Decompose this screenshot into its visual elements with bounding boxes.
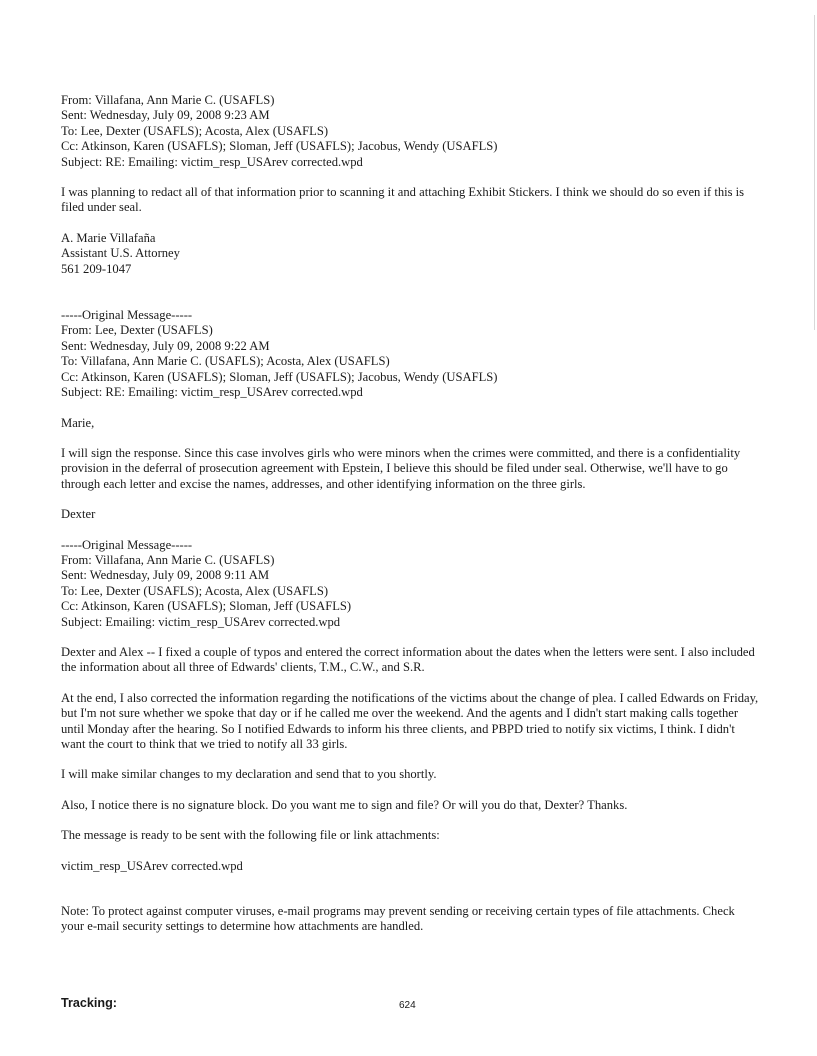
email-body-3-para-4: Also, I notice there is no signature block. Do you want me to sign and file? Or will you do that, Dexter? Thanks. [61,797,628,812]
subject-line: Subject: RE: Emailing: victim_resp_USArev corrected.wpd [61,154,363,169]
original-message-divider: -----Original Message----- [61,308,193,323]
from-line: From: Lee, Dexter (USAFLS) [61,323,213,338]
signature-title: Assistant U.S. Attorney [61,246,180,261]
signature-name: A. Marie Villafaña [61,230,156,245]
cc-line: Cc: Atkinson, Karen (USAFLS); Sloman, Jeff (USAFLS); Jacobus, Wendy (USAFLS) [61,139,498,154]
sign-off: Dexter [61,507,96,522]
sent-line: Sent: Wednesday, July 09, 2008 9:11 AM [61,568,270,583]
subject-line: Subject: Emailing: victim_resp_USArev corrected.wpd [61,614,341,629]
tracking-label: Tracking: [61,996,117,1010]
original-message-divider: -----Original Message----- [61,537,193,552]
cc-line: Cc: Atkinson, Karen (USAFLS); Sloman, Jeff (USAFLS); Jacobus, Wendy (USAFLS) [61,369,498,384]
scan-edge-line [814,15,815,330]
greeting: Marie, [61,415,95,430]
sent-line: Sent: Wednesday, July 09, 2008 9:22 AM [61,338,270,353]
email-body-2: I will sign the response. Since this case involves girls who were minors when the crimes were committed, and there is a confidentiality provision in the deferral of prosecution agreement with Epstein, I believe this should be filed under seal. Otherwise, we'll have to go through each letter and excise the names, addresses, and other identifying information on the three girls. [61,445,741,491]
to-line: To: Lee, Dexter (USAFLS); Acosta, Alex (USAFLS) [61,123,329,138]
email-body-3-para-3: I will make similar changes to my declaration and send that to you shortly. [61,767,437,782]
from-line: From: Villafana, Ann Marie C. (USAFLS) [61,552,275,567]
virus-note: Note: To protect against computer viruses, e-mail programs may prevent sending or receiving certain types of file attachments. Check your e-mail security settings to determine how attachments are handled. [61,904,735,934]
attachment-filename: victim_resp_USArev corrected.wpd [61,858,243,873]
email-body-3-para-2: At the end, I also corrected the information regarding the notifications of the victims about the change of plea. I called Edwards on Friday, but I'm not sure whether we spoke that day or if he called me over the weekend. And the agents and I didn't start making calls together until Monday after the hearing. So I notified Edwards to inform his three clients, and PBPD tried to notify six victims, I think. I didn't want the court to think that we tried to notify all 33 girls. [61,690,759,751]
signature-phone: 561 209-1047 [61,261,132,276]
email-header-3 [61,538,761,630]
signature-block [61,231,761,277]
email-body-1: I was planning to redact all of that information prior to scanning it and attaching Exhibit Stickers. I think we should do so even if this is filed under seal. [61,185,745,215]
email-body-3-para-1: Dexter and Alex -- I fixed a couple of typos and entered the correct information about the dates when the letters were sent. I also included the information about all three of Edwards' clients, T.M., C.W., and S.R. [61,644,755,675]
cc-line: Cc: Atkinson, Karen (USAFLS); Sloman, Jeff (USAFLS) [61,599,352,614]
subject-line: Subject: RE: Emailing: victim_resp_USArev corrected.wpd [61,385,363,400]
sent-line: Sent: Wednesday, July 09, 2008 9:23 AM [61,108,270,123]
email-header-2 [61,308,761,400]
email-header-1 [61,93,761,170]
email-body-3-para-5: The message is ready to be sent with the following file or link attachments: [61,828,440,843]
to-line: To: Lee, Dexter (USAFLS); Acosta, Alex (USAFLS) [61,583,329,598]
email-document [61,93,761,935]
to-line: To: Villafana, Ann Marie C. (USAFLS); Acosta, Alex (USAFLS) [61,354,390,369]
page-number: 624 [399,1000,416,1011]
from-line: From: Villafana, Ann Marie C. (USAFLS) [61,93,275,107]
